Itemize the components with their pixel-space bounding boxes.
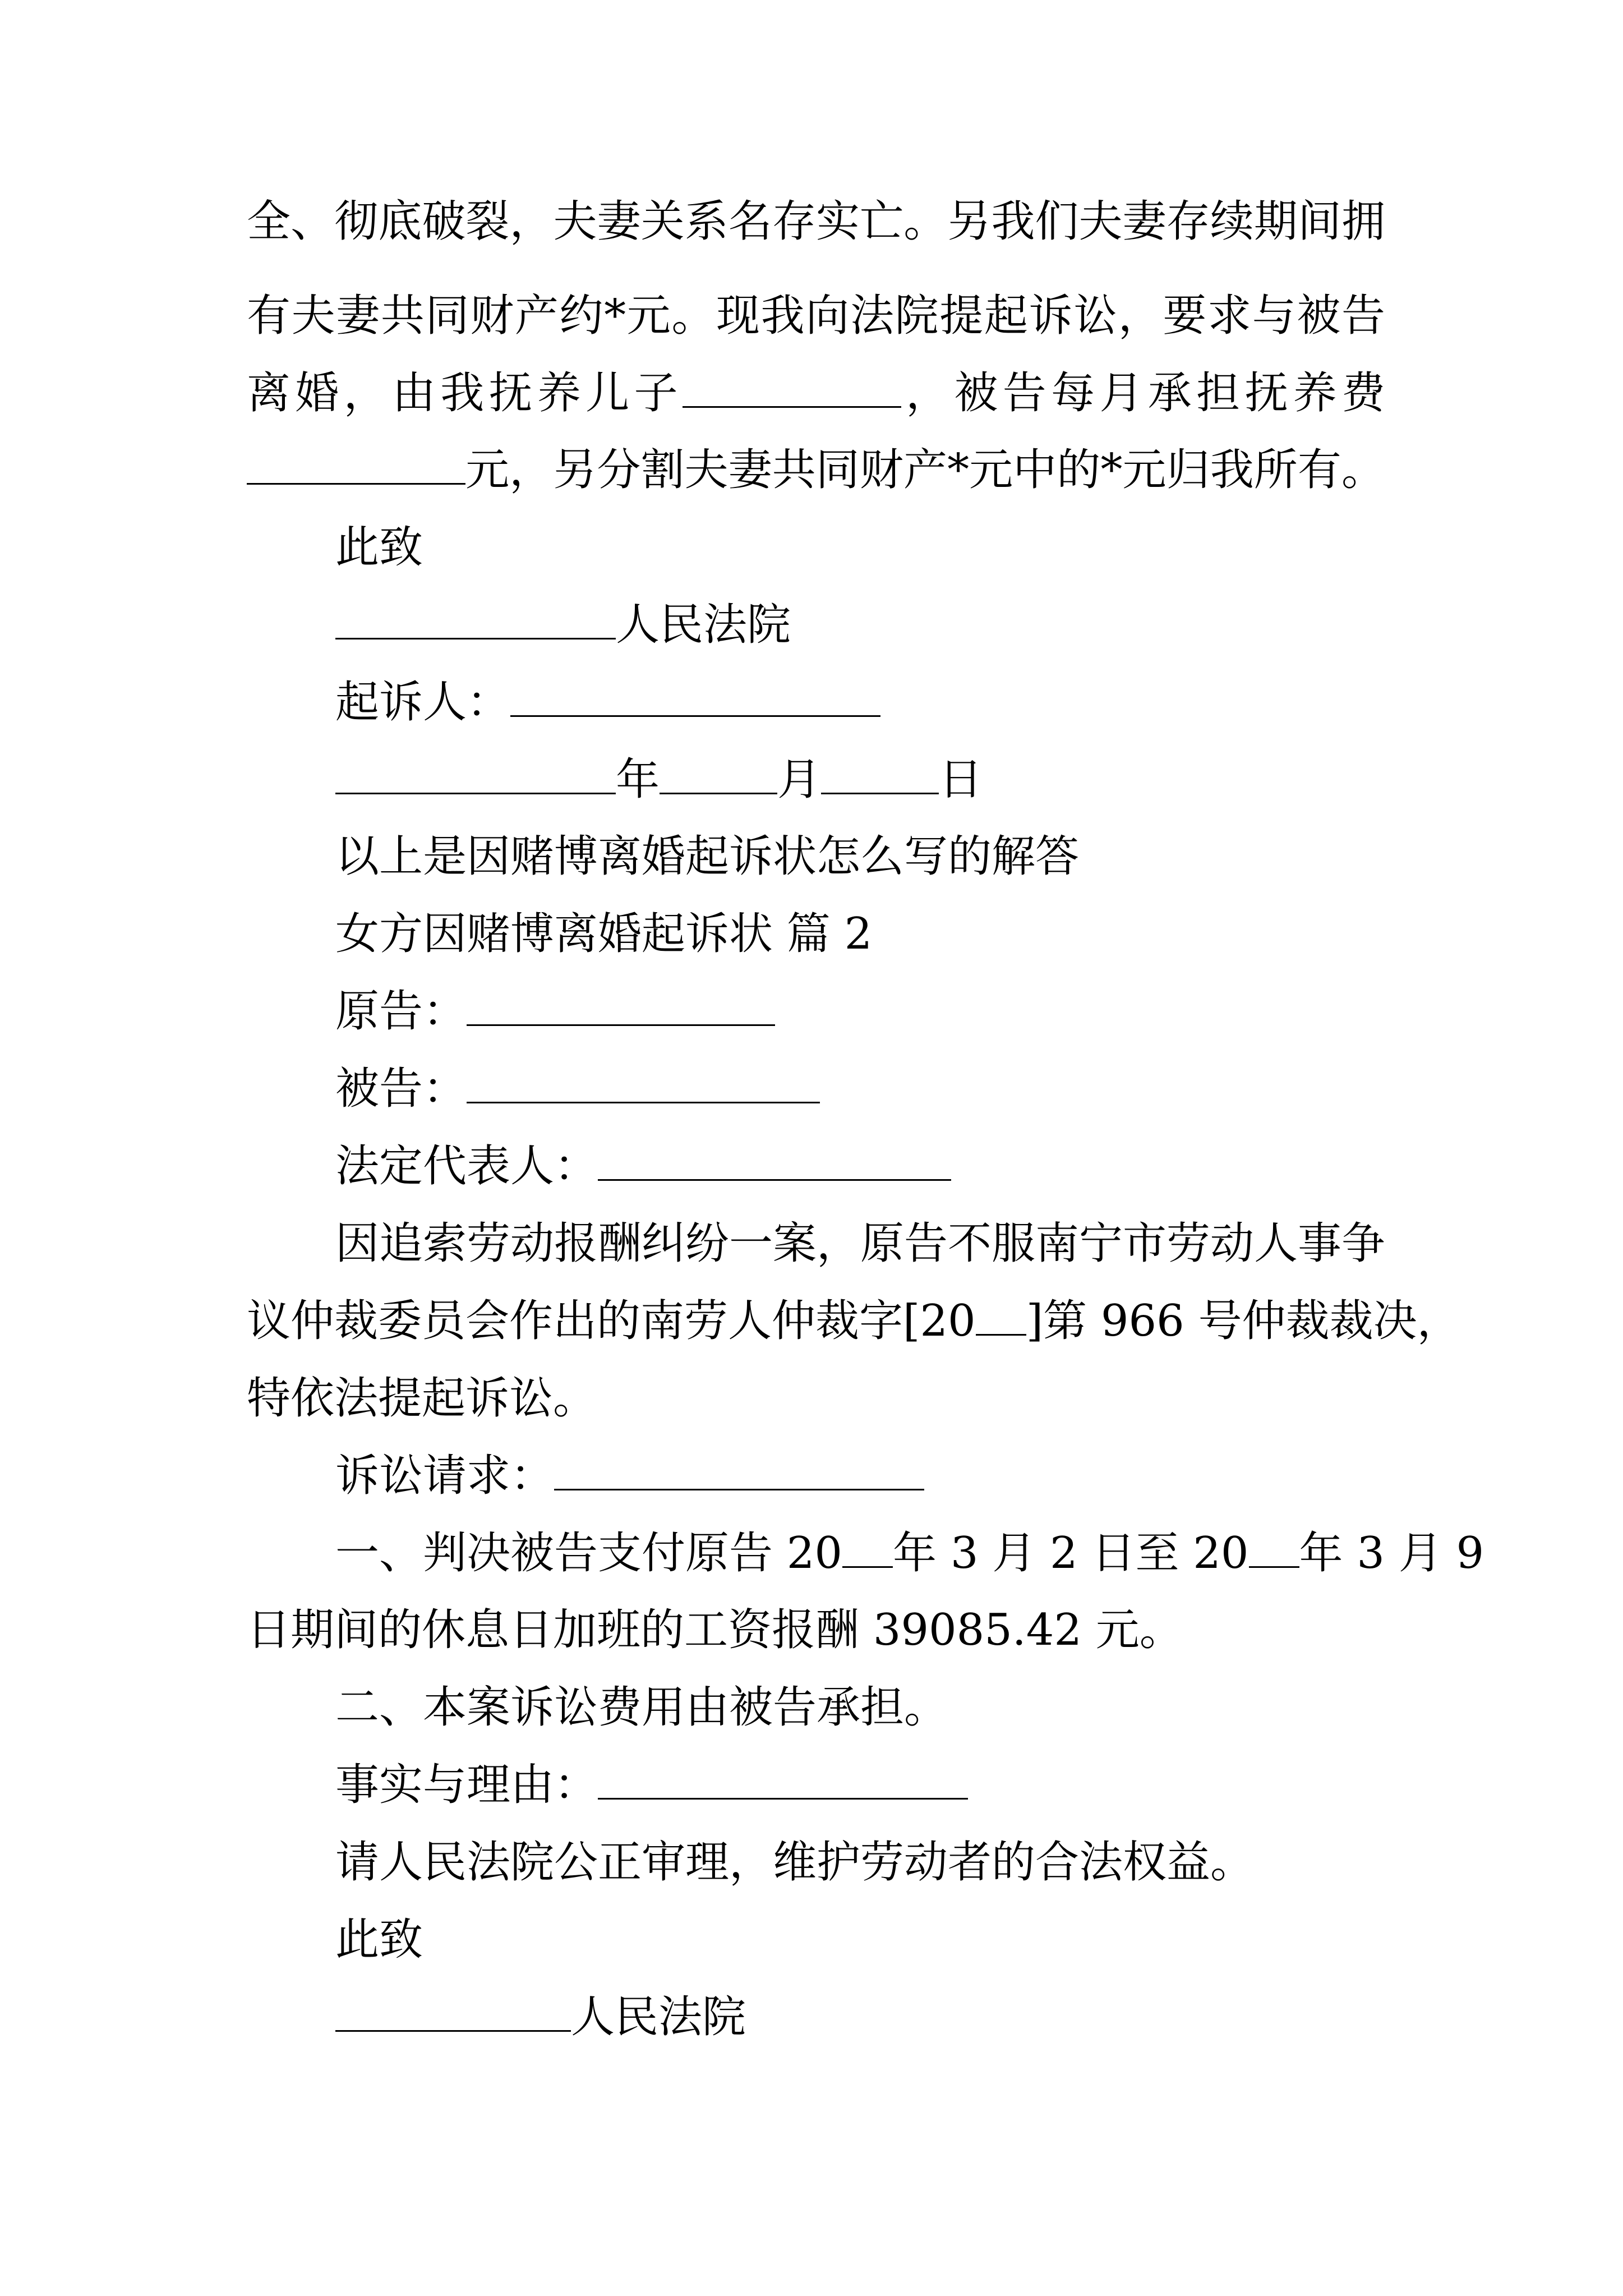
- body-line-6: [247, 1290, 1461, 1352]
- text-run: 诉讼请求：: [335, 1451, 555, 1501]
- date-line: [335, 748, 983, 811]
- fill-in-blank: [554, 1450, 924, 1490]
- fill-in-blank: [335, 599, 616, 639]
- plaintiff-sign-line: [335, 671, 880, 734]
- court-line: [335, 593, 791, 656]
- fill-in-blank: [247, 444, 465, 485]
- text-run: 有夫妻共同财产约*元。现我向法院提起诉讼，要求与被告: [247, 291, 1385, 341]
- body-line-4: [247, 439, 1385, 501]
- text-run: 人民法院: [571, 1992, 746, 2042]
- text-run: 原告：: [335, 986, 467, 1037]
- body-line-1: [247, 190, 1385, 253]
- body-line-5: [335, 1212, 1385, 1275]
- text-run: ]第 966 号仲裁裁决，: [1026, 1296, 1461, 1346]
- text-run: 人民法院: [616, 600, 791, 650]
- text-run: 离婚，由我抚养儿子: [247, 368, 683, 418]
- text-run: 年 3 月 9: [1299, 1528, 1484, 1579]
- body-line-3: [247, 362, 1385, 425]
- fill-in-blank: [598, 1140, 951, 1181]
- text-run: 日期间的休息日加班的工资报酬 39085.42 元。: [247, 1605, 1183, 1655]
- body-line-2: [247, 284, 1385, 347]
- defendant-field: [335, 1057, 820, 1120]
- text-run: 年 3 月 2 日至 20: [893, 1528, 1249, 1579]
- text-run: 日: [939, 754, 983, 805]
- fill-in-blank: [660, 753, 777, 794]
- text-run: 年: [616, 754, 660, 805]
- section-heading: [335, 903, 872, 965]
- facts-field: [335, 1754, 968, 1816]
- salutation-line-2: [335, 1908, 423, 1971]
- salutation-line: [335, 516, 423, 579]
- fill-in-blank: [335, 753, 616, 794]
- text-run: 此致: [335, 1915, 423, 1965]
- text-run: 起诉人：: [335, 677, 511, 728]
- text-run: 全、彻底破裂，夫妻关系名存实亡。另我们夫妻存续期间拥: [247, 196, 1385, 247]
- request-line: [335, 1831, 1254, 1894]
- fill-in-blank: [976, 1295, 1026, 1336]
- body-line-7: [247, 1367, 597, 1430]
- text-run: 二、本案诉讼费用由被告承担。: [335, 1682, 948, 1733]
- text-run: 因追索劳动报酬纠纷一案，原告不服南宁市劳动人事争: [335, 1218, 1386, 1269]
- fill-in-blank: [510, 676, 880, 717]
- claim-2-line: [335, 1676, 948, 1739]
- court-line-2: [335, 1986, 746, 2049]
- text-run: 议仲裁委员会作出的南劳人仲裁字[20: [247, 1296, 976, 1346]
- text-run: 法定代表人：: [335, 1141, 598, 1191]
- fill-in-blank: [1249, 1527, 1299, 1568]
- text-run: 请人民法院公正审理，维护劳动者的合法权益。: [335, 1837, 1255, 1888]
- plaintiff-field: [335, 980, 775, 1043]
- text-run: 元，另分割夫妻共同财产*元中的*元归我所有。: [465, 445, 1385, 495]
- claim-1-line-1: [335, 1522, 1484, 1585]
- legal-rep-field: [335, 1135, 951, 1198]
- fill-in-blank: [598, 1759, 968, 1800]
- claims-field: [335, 1444, 924, 1507]
- fill-in-blank: [821, 753, 939, 794]
- claim-1-line-2: [247, 1599, 1183, 1662]
- text-run: 此致: [335, 522, 423, 573]
- fill-in-blank: [683, 367, 901, 408]
- text-run: ，被告每月承担抚养费: [901, 368, 1385, 418]
- summary-line: [335, 825, 1079, 888]
- text-run: 事实与理由：: [335, 1760, 598, 1810]
- text-run: 月: [777, 754, 822, 805]
- text-run: 特依法提起诉讼。: [247, 1373, 597, 1424]
- fill-in-blank: [467, 1062, 820, 1103]
- text-run: 被告：: [335, 1064, 467, 1114]
- fill-in-blank: [335, 1991, 571, 2032]
- text-run: 一、判决被告支付原告 20: [335, 1528, 843, 1579]
- fill-in-blank: [842, 1527, 893, 1568]
- text-run: 以上是因赌博离婚起诉状怎么写的解答: [335, 831, 1080, 882]
- text-run: 女方因赌博离婚起诉状 篇 2: [335, 909, 873, 959]
- fill-in-blank: [467, 985, 775, 1026]
